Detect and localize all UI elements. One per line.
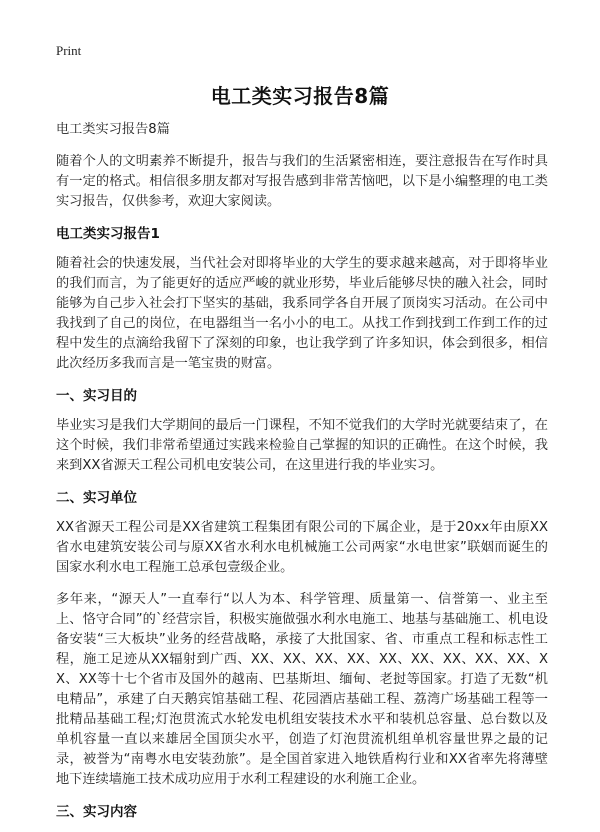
section1-paragraph: 毕业实习是我们大学期间的最后一门课程，不知不觉我们的大学时光就要结束了，在这个时候，我们非常希望通过实践来检验自己掌握的知识的正确性。在这个时候，我来到XX省源天工程公司机电安装公司，在这里进行我的毕业实习。 <box>56 418 548 473</box>
report1-paragraph: 随着社会的快速发展，当代社会对即将毕业的大学生的要求越来越高，对于即将毕业的我们而言，为了能更好的适应严峻的就业形势，毕业后能够尽快的融入社会，同时能够为自己步入社会打下坚实的基础，我系同学各自开展了顶岗实习活动。在公司中我找到了自己的岗位，在电器组当一名小小的电工。从找工作到找到工作到工作的过程中发生的点滴给我留下了深刻的印象，也让我学到了许多知识，体会到很多，相信此次经历多我而言是一笔宝贵的财富。 <box>56 256 548 371</box>
section2-paragraph-1: XX省源天工程公司是XX省建筑工程集团有限公司的下属企业，是于20xx年由原XX省水电建筑安装公司与原XX省水利水电机械施工公司两家“水电世家”联姻而诞生的国家水利水电工程施工总承包壹级企业。 <box>56 520 548 575</box>
document-body <box>56 120 548 832</box>
section1-heading: 一、实习目的 <box>56 388 137 404</box>
print-link[interactable]: Print <box>56 43 82 58</box>
report1-heading: 电工类实习报告1 <box>56 226 160 242</box>
document-subtitle: 电工类实习报告8篇 <box>56 122 170 137</box>
section2-paragraph-2: 多年来，“源天人”一直奉行“以人为本、科学管理、质量第一、信誉第一、业主至上、恪守合同”的`经营宗旨，积极实施做强水利水电施工、地基与基础施工、机电设备安装“三大板块”业务的经营战略，承接了大批国家、省、市重点工程和标志性工程，施工足迹从XX辐射到广西、XX、XX、XX、XX、XX、XX、XX、XX、XX、XX、XX等十七个省市及国外的越南、巴基斯坦、缅甸、老挝等国家。打造了无数“机电精品”，承建了白天鹅宾馆基础工程、花园酒店基础工程、荔湾广场基础工程等一批精品基础工程;灯泡贯流式水轮发电机组安装技术水平和装机总容量、总台数以及单机容量一直以来雄居全国顶尖水平，创造了灯泡贯流机组单机容量世界之最的记录，被誉为“南粤水电安装劲旅”。是全国首家进入地铁盾构行业和XX省率先将薄壁地下连续墙施工技术成功应用于水利工程建设的水利施工企业。 <box>56 592 548 787</box>
section3-heading: 三、实习内容 <box>56 804 137 820</box>
section2-heading: 二、实习单位 <box>56 490 137 506</box>
page-title: 电工类实习报告8篇 <box>210 84 390 108</box>
intro-paragraph: 随着个人的文明素养不断提升，报告与我们的生活紧密相连，要注意报告在写作时具有一定的格式。相信很多朋友都对写报告感到非常苦恼吧，以下是小编整理的电工类实习报告，仅供参考，欢迎大家阅读。 <box>56 154 548 209</box>
